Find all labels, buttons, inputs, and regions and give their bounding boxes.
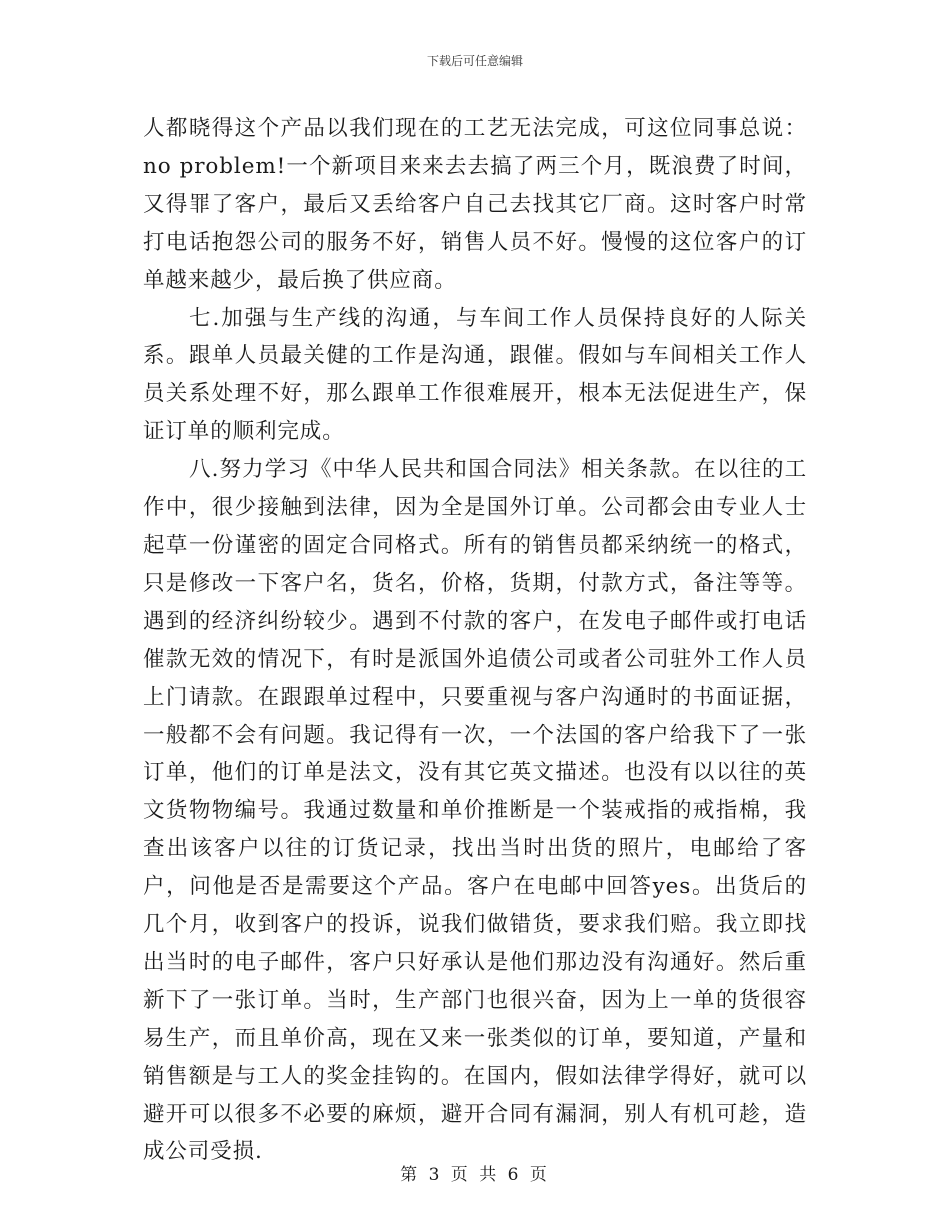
paragraph-section-7: 七.加强与生产线的沟通，与车间工作人员保持良好的人际关系。跟单人员最关健的工作是沟通，跟催。假如与车间相关工作人员关系处理不好，那么跟单工作很难展开，根本无法促进生产，保证订单的顺利完成。 [143, 305, 807, 445]
document-body [143, 110, 807, 1171]
page-number-footer: 第 3 页 共 6 页 [400, 1165, 550, 1185]
page-header: 下载后可任意编辑 [426, 54, 523, 68]
paragraph-continuation: 人都晓得这个产品以我们现在的工艺无法完成，可这位同事总说：no problem!一个新项目来来去去搞了两三个月，既浪费了时间，又得罪了客户，最后又丢给客户自己去找其它厂商。这时客户时常打电话抱怨公司的服务不好，销售人员不好。慢慢的这位客户的订单越来越少，最后换了供应商。 [143, 116, 807, 293]
paragraph-section-8: 八.努力学习《中华人民共和国合同法》相关条款。在以往的工作中，很少接触到法律，因为全是国外订单。公司都会由专业人士起草一份谨密的固定合同格式。所有的销售员都采纳统一的格式，只是修改一下客户名，货名，价格，货期，付款方式，备注等等。遇到的经济纠纷较少。遇到不付款的客户，在发电子邮件或打电话催款无效的情况下，有时是派国外追债公司或者公司驻外工作人员上门请款。在跟跟单过程中，只要重视与客户沟通时的书面证据，一般都不会有问题。我记得有一次，一个法国的客户给我下了一张订单，他们的订单是法文，没有其它英文描述。也没有以以往的英文货物物编号。我通过数量和单价推断是一个装戒指的戒指棉，我查出该客户以往的订货记录，找出当时出货的照片，电邮给了客户，问他是否是需要这个产品。客户在电邮中回答yes。出货后的几个月，收到客户的投诉，说我们做错货，要求我们赔。我立即找出当时的电子邮件，客户只好承认是他们那边没有沟通好。然后重新下了一张订单。当时，生产部门也很兴奋，因为上一单的货很容易生产，而且单价高，现在又来一张类似的订单，要知道，产量和销售额是与工人的奖金挂钩的。在国内，假如法律学得好，就可以避开可以很多不必要的麻烦，避开合同有漏洞，别人有机可趁，造成公司受损. [143, 457, 807, 1165]
